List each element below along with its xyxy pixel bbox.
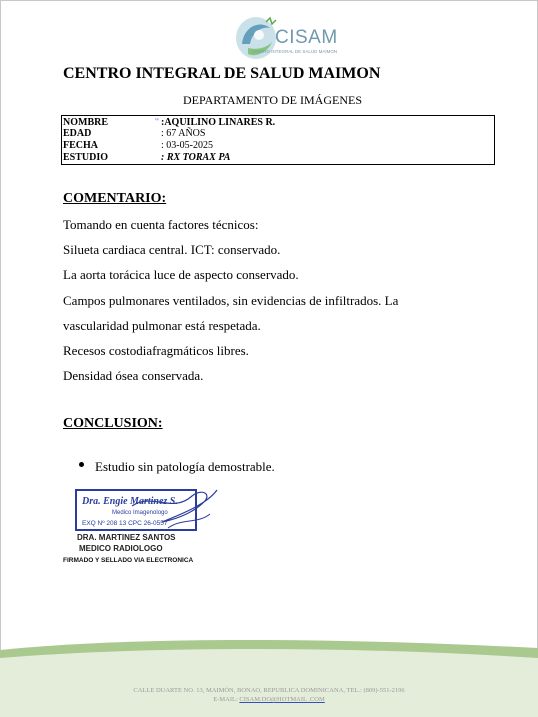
info-label: FECHA — [63, 140, 98, 151]
signature-note: FIRMADO Y SELLADO VIA ELECTRONICA — [63, 557, 194, 564]
comment-line: Silueta cardiaca central. ICT: conservado. — [63, 242, 281, 257]
comment-line: Recesos costodiafragmáticos libres. — [63, 343, 249, 358]
bullet-icon — [79, 462, 84, 467]
document-title: CENTRO INTEGRAL DE SALUD MAIMON — [63, 65, 381, 82]
info-value: : 03-05-2025 — [161, 140, 213, 151]
footer-email-line — [0, 696, 538, 703]
logo-subtitle: CENTRO INTEGRAL DE SALUD MAIMON — [251, 49, 338, 54]
footer-wave — [0, 636, 538, 717]
conclusion-heading: CONCLUSION: — [63, 416, 163, 431]
comment-line: vascularidad pulmonar está respetada. — [63, 318, 261, 333]
department-title: DEPARTAMENTO DE IMÁGENES — [183, 93, 362, 107]
footer-email[interactable]: CISAM.DO@HOTMAIL .COM — [239, 696, 325, 703]
patient-info-box — [61, 115, 495, 165]
footer-email-prefix: E-MAIL: — [213, 696, 240, 703]
comentario-heading: COMENTARIO: — [63, 191, 167, 206]
info-value: : RX TORAX PA — [161, 152, 231, 163]
info-value: : 67 AÑOS — [161, 128, 206, 139]
stamp-exq: EXQ Nº 208 13 CPC 26-0557 — [82, 520, 168, 527]
info-value: :AQUILINO LINARES R. — [161, 117, 276, 128]
footer-address: CALLE DUARTE NO. 13, MAIMÓN, BONAO, REPUBLICA DOMINICANA, TEL.: (809)-551-2196 — [133, 687, 405, 694]
comment-line: Densidad ósea conservada. — [63, 368, 204, 383]
comment-line: La aorta torácica luce de aspecto conservado. — [63, 267, 299, 282]
comment-line: Campos pulmonares ventilados, sin evidencias de infiltrados. La — [63, 293, 399, 308]
signer-name: DRA. MARTINEZ SANTOS — [77, 533, 176, 542]
stamp-name: Dra. Engie Martinez S. — [82, 496, 178, 507]
conclusion-item: Estudio sin patología demostrable. — [95, 459, 275, 474]
stamp-role: Medico Imagenologo — [112, 510, 168, 516]
info-label: NOMBRE — [63, 117, 108, 128]
info-label: ESTUDIO — [63, 152, 109, 163]
comment-line: Tomando en cuenta factores técnicos: — [63, 217, 259, 232]
logo-name: CISAM — [275, 27, 338, 48]
info-label: EDAD — [63, 128, 92, 139]
signer-title: MEDICO RADIOLOGO — [79, 544, 163, 553]
spellcheck-mark-icon: ᵥᵥ — [155, 114, 160, 122]
